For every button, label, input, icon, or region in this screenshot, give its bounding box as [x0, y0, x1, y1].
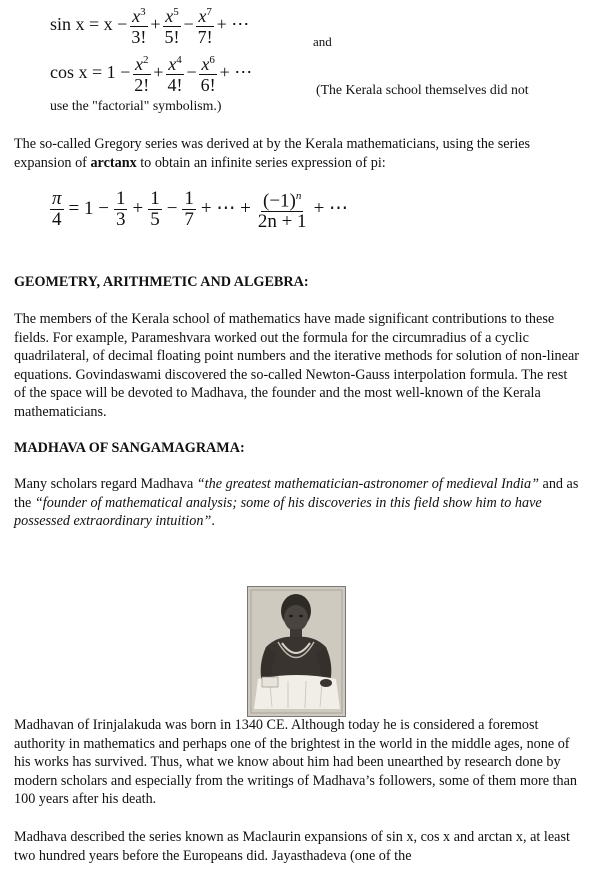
portrait-illustration — [248, 587, 345, 716]
madhava-portrait-image — [247, 586, 346, 717]
pi-term-3: $\frac{1}{7}$ — [184, 187, 194, 230]
section-heading-geometry: GEOMETRY, ARITHMETIC AND ALGEBRA: — [14, 274, 309, 290]
pi-over-4: $\frac{\pi}{4}$ — [52, 187, 62, 230]
cos-op-3: + ⋯ — [219, 62, 253, 83]
pi-op-2: − — [166, 197, 178, 219]
cos-term-2: $\frac{x^4}{4!}$ — [165, 50, 184, 95]
quote-greatest: “the greatest mathematician-astronomer of medieval India” — [196, 476, 539, 492]
sin-term-2: $\frac{x^5}{5!}$ — [162, 2, 181, 47]
cos-lhs: cos x = 1 − — [50, 62, 131, 83]
kerala-note-line-2: use the "factorial" symbolism.) — [50, 98, 222, 113]
kerala-note-line-1: (The Kerala school themselves did not — [316, 82, 529, 97]
pi-eq-one: = 1 − — [68, 197, 109, 219]
cos-term-3: $\frac{x^6}{6!}$ — [199, 50, 218, 95]
cos-term-1: $\frac{x^2}{2!}$ — [132, 50, 151, 95]
sin-term-1: $\frac{x^3}{3!}$ — [129, 2, 148, 47]
section-heading-madhava: MADHAVA OF SANGAMAGRAMA: — [14, 440, 245, 456]
sin-term-3: $\frac{x^7}{7!}$ — [196, 2, 215, 47]
quote-founder: “founder of mathematical analysis; some of his discoveries in this field show him to have possessed extraordinary intuition” — [14, 494, 542, 530]
pi-series-equation — [48, 186, 351, 232]
madhava-birth-paragraph: Madhavan of Irinjalakuda was born in 1340 CE. Although today he is considered a foremost authority in mathematics and perhaps one of the brightest in the world in the middle ages, none of his works has survived. Thus, what we know about him had been unearthed by research done by modern scholars and especially from the writings of Madhava’s followers, some of them more than 100 years after his death. — [14, 717, 578, 808]
sin-op-2: − — [183, 14, 194, 35]
maclaurin-series-paragraph: Madhava described the series known as Maclaurin expansions of sin x, cos x and arctan x, at least two hundred years before the Europeans did. Jayasthadeva (one of the — [14, 829, 570, 864]
pi-term-1: $\frac{1}{3}$ — [115, 187, 126, 230]
cos-series-equation — [50, 50, 252, 95]
madhava-intro-paragraph: Many scholars regard Madhava “the greatest mathematician-astronomer of medieval India” and as the “founder of mathematical analysis; some of his discoveries in this field show him to have possessed extraordinary intuition”. — [14, 476, 579, 530]
sin-op-1: + — [150, 14, 161, 35]
pi-op-3: + ⋯ + — [200, 197, 251, 219]
pi-term-n: $\frac{(-1)^n}{2n + 1}$ — [256, 186, 309, 232]
pi-op-4: + ⋯ — [313, 197, 349, 219]
arctanx-bold: arctanx — [90, 154, 137, 171]
sin-series-equation — [50, 2, 249, 47]
cos-op-2: − — [186, 62, 197, 83]
cos-op-1: + — [153, 62, 164, 83]
section-body-geometry: The members of the Kerala school of mathematics have made significant contributions to these fields. For example, Parameshvara worked out the formula for the circumradius of a cyclic quadrilateral, of decimal floating point numbers and the iterative methods for solution of non-linear equations. Govindaswami discovered the so-called Newton-Gauss interpolation formula. The rest of the space will be devoted to Madhava, the founder and the most well-known of the Kerala mathematicians. — [14, 311, 579, 420]
and-text: and — [313, 34, 332, 49]
sin-op-3: + ⋯ — [216, 14, 250, 35]
pi-term-2: $\frac{1}{5}$ — [150, 187, 160, 230]
pi-op-1: + — [132, 197, 144, 219]
gregory-paragraph: The so-called Gregory series was derived at by the Kerala mathematicians, using the series expansion of arctanx to obtain an infinite series expression of pi: — [14, 136, 531, 171]
sin-lhs: sin x = x − — [50, 14, 128, 35]
